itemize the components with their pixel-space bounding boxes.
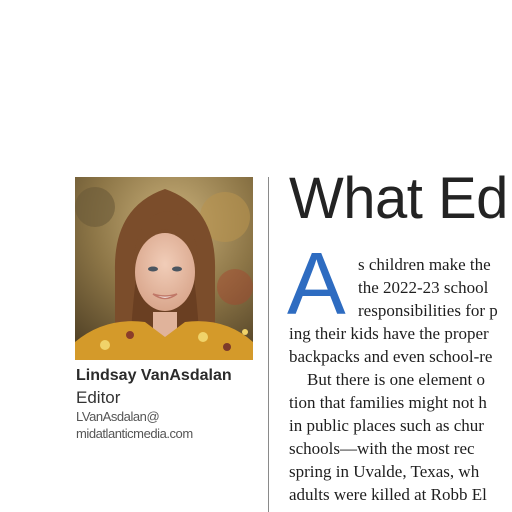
article-text-line: backpacks and even school-re (289, 347, 493, 366)
article-text-line: tion that families might not h (289, 393, 487, 412)
article-text-line: s children make the (358, 255, 491, 274)
article-text-line: spring in Uvalde, Texas, wh (289, 462, 480, 481)
article-text-line: schools—with the most rec (289, 439, 475, 458)
author-role: Editor (76, 388, 121, 407)
author-email-line-2: midatlanticmedia.com (76, 426, 193, 441)
article-text-line: adults were killed at Robb El (289, 485, 487, 504)
article-text-line: the 2022-23 school (358, 278, 489, 297)
article-text-line: But there is one element o (307, 370, 485, 389)
author-portrait-image (75, 177, 253, 360)
article-text-line: responsibilities for p (358, 301, 498, 320)
author-email[interactable] (76, 408, 226, 442)
article-text-line: in public places such as chur (289, 416, 484, 435)
author-photo (75, 177, 253, 360)
drop-cap: A (287, 234, 346, 333)
column-divider (268, 177, 269, 512)
article-text-line: ing their kids have the proper (289, 324, 489, 343)
author-email-line-1: LVanAsdalan@ (76, 409, 160, 424)
author-name: Lindsay VanAsdalan (76, 367, 232, 384)
article-headline: What Ed (289, 166, 508, 231)
